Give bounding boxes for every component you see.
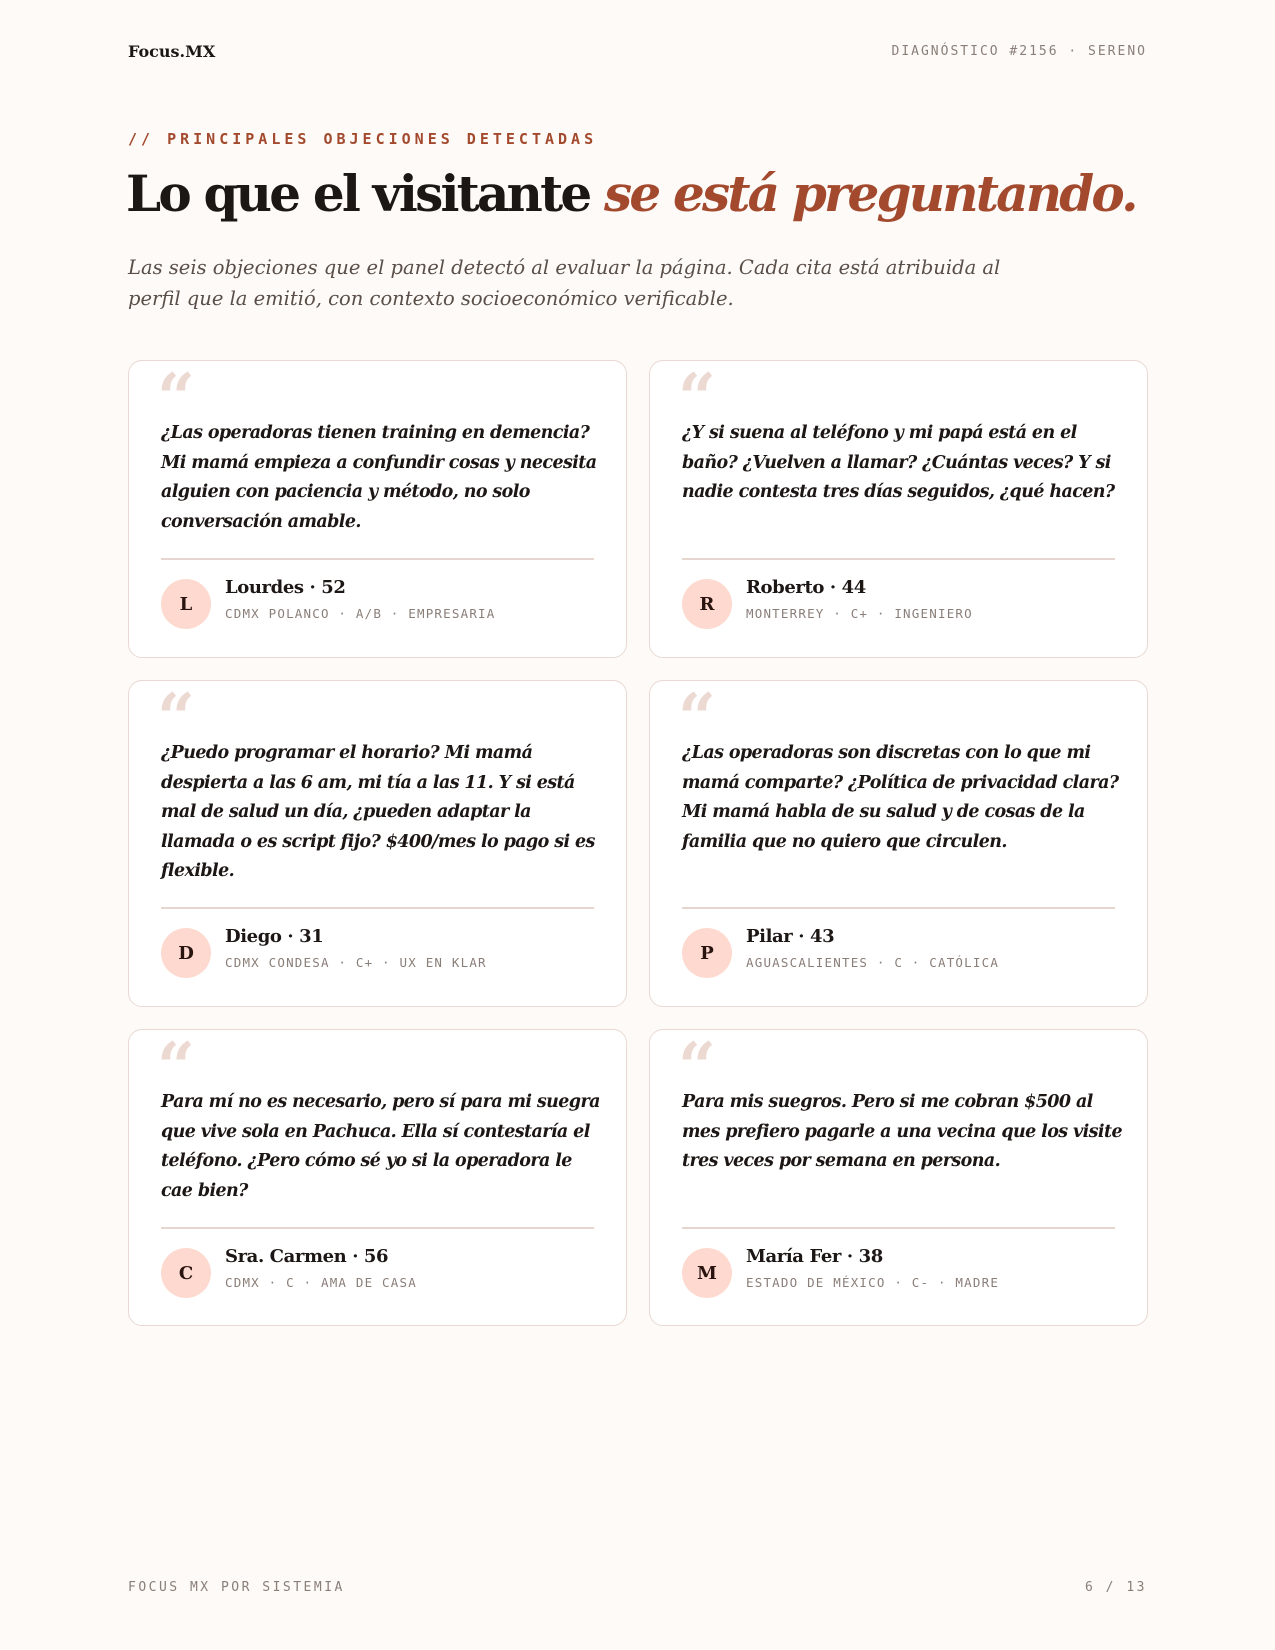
avatar: L — [161, 579, 211, 629]
diagnostic-label: DIAGNÓSTICO #2156 · SERENO — [891, 44, 1147, 59]
avatar: C — [161, 1248, 211, 1298]
lead-paragraph: Las seis objeciones que el panel detectó al evaluar la página. Cada cita está atribuida al perfil que la emitió, con contexto socioeconómico verificable. — [128, 256, 1001, 310]
card-divider — [161, 558, 594, 560]
persona-meta: ESTADO DE MÉXICO · C- · MADRE — [746, 1275, 1000, 1290]
quote-mark-icon: “ — [157, 1028, 195, 1106]
title-accent: se está preguntando. — [604, 164, 1136, 223]
card-divider — [682, 558, 1115, 560]
persona-meta: CDMX · C · AMA DE CASA — [225, 1275, 417, 1290]
persona-name: Pilar · 43 — [746, 926, 835, 947]
quote-mark-icon: “ — [678, 359, 716, 437]
avatar: P — [682, 928, 732, 978]
card-divider — [161, 907, 594, 909]
quote-mark-icon: “ — [678, 679, 716, 757]
persona-name: María Fer · 38 — [746, 1246, 883, 1267]
avatar: D — [161, 928, 211, 978]
objection-quote: ¿Y si suena al teléfono y mi papá está en el baño? ¿Vuelven a llamar? ¿Cuántas veces? Y si nadie contesta tres días seguidos, ¿qué hacen? — [682, 423, 1115, 502]
title-plain: Lo que el visitante — [126, 164, 605, 223]
persona-meta: CDMX POLANCO · A/B · EMPRESARIA — [225, 606, 496, 621]
footer-credit: FOCUS MX POR SISTEMIA — [128, 1580, 345, 1595]
persona-meta: MONTERREY · C+ · INGENIERO — [746, 606, 973, 621]
persona-name: Roberto · 44 — [746, 577, 866, 598]
objection-quote: Para mí no es necesario, pero sí para mi suegra que vive sola en Pachuca. Ella sí contestaría el teléfono. ¿Pero cómo sé yo si la operadora le cae bien? — [161, 1092, 600, 1201]
persona-meta: CDMX CONDESA · C+ · UX EN KLAR — [225, 955, 487, 970]
section-eyebrow: // PRINCIPALES OBJECIONES DETECTADAS — [128, 130, 598, 148]
objection-quote: ¿Las operadoras tienen training en demencia? Mi mamá empieza a confundir cosas y necesita alguien con paciencia y método, no solo conversación amable. — [161, 423, 597, 532]
avatar: M — [682, 1248, 732, 1298]
objection-card — [649, 1029, 1148, 1326]
objection-card — [649, 360, 1148, 658]
quote-mark-icon: “ — [157, 359, 195, 437]
card-divider — [161, 1227, 594, 1229]
persona-name: Diego · 31 — [225, 926, 324, 947]
objection-card — [649, 680, 1148, 1007]
page-header — [128, 42, 1147, 61]
avatar: R — [682, 579, 732, 629]
persona-name: Sra. Carmen · 56 — [225, 1246, 389, 1267]
page-number: 6 / 13 — [1085, 1580, 1147, 1595]
card-divider — [682, 1227, 1115, 1229]
objection-quote: ¿Puedo programar el horario? Mi mamá despierta a las 6 am, mi tía a las 11. Y si está mal de salud un día, ¿pueden adaptar la llamada o es script fijo? $400/mes lo pago si es flexible. — [161, 743, 595, 881]
objection-card — [128, 360, 627, 658]
quote-mark-icon: “ — [678, 1028, 716, 1106]
page-title — [126, 164, 1136, 223]
objection-card — [128, 1029, 627, 1326]
quote-mark-icon: “ — [157, 679, 195, 757]
persona-meta: AGUASCALIENTES · C · CATÓLICA — [746, 955, 1000, 970]
objection-quote: ¿Las operadoras son discretas con lo que mi mamá comparte? ¿Política de privacidad clara? Mi mamá habla de su salud y de cosas de la familia que no quiero que circulen. — [682, 743, 1119, 852]
brand-logo: Focus.MX — [128, 42, 216, 61]
card-divider — [682, 907, 1115, 909]
persona-name: Lourdes · 52 — [225, 577, 346, 598]
objection-card — [128, 680, 627, 1007]
objection-quote: Para mis suegros. Pero si me cobran $500 al mes prefiero pagarle a una vecina que los visite tres veces por semana en persona. — [682, 1092, 1122, 1171]
